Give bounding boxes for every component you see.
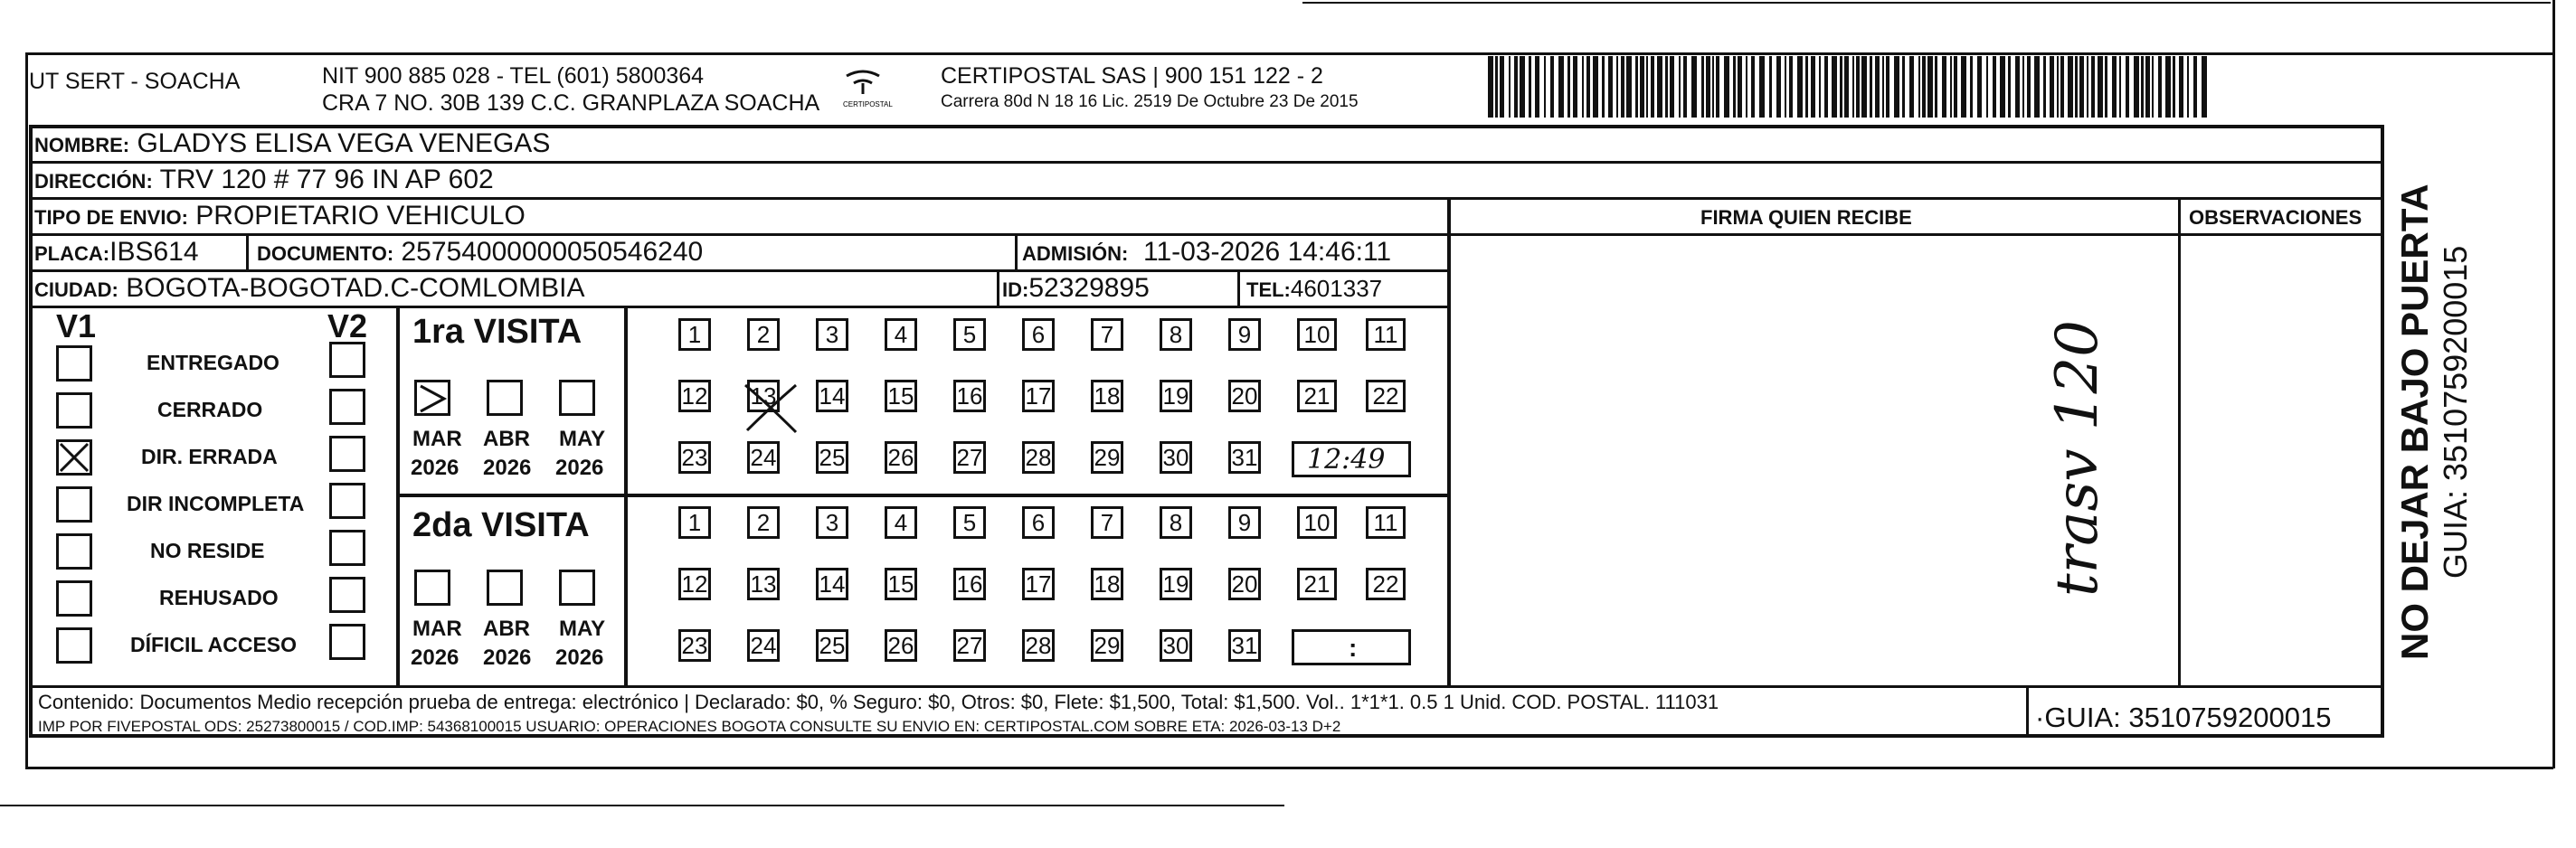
footer-guia-divider bbox=[2026, 685, 2029, 736]
visit2-day-4[interactable]: 4 bbox=[885, 506, 917, 539]
observations-col-left bbox=[2178, 197, 2181, 687]
barcode-bar bbox=[1582, 56, 1584, 118]
barcode-bar bbox=[1716, 56, 1719, 118]
side-guia: GUIA: 3510759200015 bbox=[2437, 245, 2474, 579]
visit2-day-2[interactable]: 2 bbox=[747, 506, 780, 539]
visit1-day-31[interactable]: 31 bbox=[1228, 441, 1261, 474]
type-row bbox=[34, 201, 526, 231]
barcode-bar bbox=[1706, 56, 1710, 118]
outer-border-bottom bbox=[25, 767, 2553, 769]
barcode-bar bbox=[2027, 56, 2031, 118]
visit2-day-9[interactable]: 9 bbox=[1228, 506, 1261, 539]
visit2-day-7[interactable]: 7 bbox=[1091, 506, 1123, 539]
barcode-bar bbox=[1954, 56, 1957, 118]
document-label: DOCUMENTO: bbox=[257, 242, 394, 265]
visit1-year-mar: 2026 bbox=[411, 456, 459, 480]
visit1-day-8[interactable]: 8 bbox=[1160, 318, 1192, 351]
barcode-bar bbox=[1875, 56, 1880, 118]
barcode-bar bbox=[1909, 56, 1914, 118]
outer-border-right bbox=[2552, 0, 2555, 768]
barcode-bar bbox=[2008, 56, 2011, 118]
address-label: DIRECCIÓN: bbox=[34, 170, 153, 193]
visit2-year-mar: 2026 bbox=[411, 645, 459, 670]
visit1-time-value: 12:49 bbox=[1307, 444, 1386, 476]
visit2-time-box[interactable] bbox=[1292, 629, 1411, 665]
visit2-day-16[interactable]: 16 bbox=[953, 568, 986, 600]
visit2-day-28[interactable]: 28 bbox=[1022, 629, 1055, 662]
visit1-day-28[interactable]: 28 bbox=[1022, 441, 1055, 474]
barcode-bar bbox=[1986, 56, 1988, 118]
scan-edge-bottom bbox=[0, 805, 1284, 806]
barcode-bar bbox=[2173, 56, 2175, 118]
barcode-bar bbox=[1961, 56, 1966, 118]
form-right-line bbox=[2381, 125, 2384, 736]
barcode-bar bbox=[1852, 56, 1854, 118]
plate-label: PLACA: bbox=[34, 242, 110, 265]
id-divider bbox=[997, 269, 999, 307]
visit1-year-may: 2026 bbox=[555, 456, 604, 480]
handwritten-note: trasv 120 bbox=[2044, 320, 2111, 597]
barcode-bar bbox=[1751, 56, 1755, 118]
barcode-bar bbox=[2068, 56, 2073, 118]
visit2-month-checkbox-abr[interactable] bbox=[487, 570, 523, 606]
barcode-bar bbox=[1550, 56, 1554, 118]
visit1-day-14[interactable]: 14 bbox=[816, 380, 848, 412]
admission-value: 11-03-2026 14:46:11 bbox=[1143, 237, 1392, 267]
status-label-dir-incompleta: DIR INCOMPLETA bbox=[127, 492, 305, 515]
visit1-day-10[interactable]: 10 bbox=[1297, 318, 1337, 351]
document-value: 25754000000050546240 bbox=[401, 237, 704, 267]
visit2-day-19[interactable]: 19 bbox=[1160, 568, 1192, 600]
plate-divider bbox=[246, 233, 249, 271]
visit2-day-3[interactable]: 3 bbox=[816, 506, 848, 539]
visit1-day-12[interactable]: 12 bbox=[678, 380, 711, 412]
tel-label: TEL: bbox=[1246, 278, 1291, 301]
barcode-bar bbox=[2098, 56, 2103, 118]
visit1-month-may: MAY bbox=[559, 427, 606, 451]
barcode-bar bbox=[2165, 56, 2171, 118]
barcode-bar bbox=[2193, 56, 2197, 118]
v2-checkbox-cerrado[interactable] bbox=[329, 389, 365, 425]
v2-checkbox-dificil-acceso[interactable] bbox=[329, 624, 365, 660]
barcode-bar bbox=[2141, 56, 2144, 118]
visit2-month-abr: ABR bbox=[483, 617, 530, 641]
visit2-day-5[interactable]: 5 bbox=[953, 506, 986, 539]
barcode-bar bbox=[1670, 56, 1674, 118]
barcode-bar bbox=[1789, 56, 1793, 118]
address-row bbox=[34, 165, 494, 195]
visit1-month-checkbox-may[interactable] bbox=[559, 380, 595, 416]
barcode-bar bbox=[2087, 56, 2088, 118]
x-mark-icon bbox=[417, 382, 448, 413]
v2-header: V2 bbox=[327, 307, 368, 344]
visit2-day-6[interactable]: 6 bbox=[1022, 506, 1055, 539]
visit1-day-21[interactable]: 21 bbox=[1297, 380, 1337, 412]
v1-checkbox-entregado[interactable] bbox=[56, 345, 92, 382]
barcode-bar bbox=[2057, 56, 2059, 118]
barcode-bar bbox=[2043, 56, 2046, 118]
visit1-day-5[interactable]: 5 bbox=[953, 318, 986, 351]
barcode-bar bbox=[1520, 56, 1525, 118]
barcode-bar bbox=[1950, 56, 1952, 118]
barcode-bar bbox=[1488, 56, 1493, 118]
document-row bbox=[257, 237, 703, 268]
visit2-day-14[interactable]: 14 bbox=[816, 568, 848, 600]
visit1-day-11[interactable]: 11 bbox=[1366, 318, 1406, 351]
visit1-day-9[interactable]: 9 bbox=[1228, 318, 1261, 351]
visit1-month-checkbox-mar[interactable] bbox=[414, 380, 450, 416]
form-left-line bbox=[29, 125, 33, 736]
visit2-month-checkbox-mar[interactable] bbox=[414, 570, 450, 606]
barcode-bar bbox=[1608, 56, 1613, 118]
admission-divider bbox=[1015, 233, 1018, 271]
barcode-bar bbox=[1927, 56, 1933, 118]
visit1-day-22[interactable]: 22 bbox=[1366, 380, 1406, 412]
barcode-bar bbox=[2179, 56, 2183, 118]
v1-checkbox-no-reside[interactable] bbox=[56, 533, 92, 570]
barcode-bar bbox=[1759, 56, 1765, 118]
type-value: PROPIETARIO VEHICULO bbox=[195, 201, 526, 231]
v1-checkbox-dificil-acceso[interactable] bbox=[56, 627, 92, 664]
outer-border-left bbox=[25, 52, 28, 767]
visit1-day-1[interactable]: 1 bbox=[678, 318, 711, 351]
x-mark-icon bbox=[59, 442, 90, 473]
v2-checkbox-rehusado[interactable] bbox=[329, 577, 365, 613]
barcode-bar bbox=[2119, 56, 2121, 118]
visit1-day-19[interactable]: 19 bbox=[1160, 380, 1192, 412]
barcode-bar bbox=[2187, 56, 2189, 118]
barcode-bar bbox=[1811, 56, 1815, 118]
visit2-day-8[interactable]: 8 bbox=[1160, 506, 1192, 539]
visit1-day-20[interactable]: 20 bbox=[1228, 380, 1261, 412]
visit1-month-checkbox-abr[interactable] bbox=[487, 380, 523, 416]
visit1-day-24[interactable]: 24 bbox=[747, 441, 780, 474]
barcode-bar bbox=[1861, 56, 1867, 118]
barcode-bar bbox=[1616, 56, 1618, 118]
v1-checkbox-dir-incompleta[interactable] bbox=[56, 486, 92, 523]
visit1-day-15[interactable]: 15 bbox=[885, 380, 917, 412]
barcode-bar bbox=[1733, 56, 1736, 118]
barcode-bar bbox=[1832, 56, 1837, 118]
city-row bbox=[34, 273, 584, 304]
barcode-bar bbox=[1894, 56, 1899, 118]
visit2-year-abr: 2026 bbox=[483, 645, 532, 670]
barcode-bar bbox=[1724, 56, 1729, 118]
barcode-bar bbox=[1805, 56, 1808, 118]
visit2-day-20[interactable]: 20 bbox=[1228, 568, 1261, 600]
barcode-bar bbox=[1844, 56, 1849, 118]
barcode-bar bbox=[1558, 56, 1564, 118]
row-line-footer bbox=[29, 685, 2384, 688]
visit2-title: 2da VISITA bbox=[412, 506, 590, 544]
name-label: NOMBRE: bbox=[34, 134, 130, 156]
barcode-bar bbox=[2015, 56, 2020, 118]
city-label: CIUDAD: bbox=[34, 278, 118, 301]
barcode-bar bbox=[2145, 56, 2150, 118]
barcode-bar bbox=[1646, 56, 1648, 118]
visit1-day-30[interactable]: 30 bbox=[1160, 441, 1192, 474]
visit2-day-29[interactable]: 29 bbox=[1091, 629, 1123, 662]
v1-checkbox-dir-errada[interactable] bbox=[56, 439, 92, 476]
id-value: 52329895 bbox=[1028, 273, 1150, 303]
visit1-time-box[interactable] bbox=[1292, 441, 1411, 477]
visit2-day-26[interactable]: 26 bbox=[885, 629, 917, 662]
barcode-bar bbox=[1621, 56, 1624, 118]
name-value: GLADYS ELISA VEGA VENEGAS bbox=[137, 128, 551, 158]
observations-header: OBSERVACIONES bbox=[2189, 206, 2363, 229]
address-value: TRV 120 # 77 96 IN AP 602 bbox=[159, 165, 494, 194]
visit1-day-25[interactable]: 25 bbox=[816, 441, 848, 474]
barcode-bar bbox=[1776, 56, 1781, 118]
v2-checkbox-dir-errada[interactable] bbox=[329, 436, 365, 472]
visit2-day-21[interactable]: 21 bbox=[1297, 568, 1337, 600]
visit2-day-12[interactable]: 12 bbox=[678, 568, 711, 600]
barcode-bar bbox=[1970, 56, 1973, 118]
id-label: ID: bbox=[1002, 278, 1029, 301]
barcode-bar bbox=[1679, 56, 1681, 118]
barcode-bar bbox=[2050, 56, 2054, 118]
visit1-day-13[interactable]: 13 bbox=[747, 380, 780, 412]
barcode-bar bbox=[1993, 56, 1996, 118]
visit2-day-25[interactable]: 25 bbox=[816, 629, 848, 662]
tel-value: 4601337 bbox=[1290, 275, 1383, 302]
v2-checkbox-dir-incompleta[interactable] bbox=[329, 483, 365, 519]
barcode-bar bbox=[1544, 56, 1546, 118]
barcode-bar bbox=[1918, 56, 1920, 118]
barcode-bar bbox=[1500, 56, 1504, 118]
visit1-day-17[interactable]: 17 bbox=[1022, 380, 1055, 412]
visit1-month-mar: MAR bbox=[412, 427, 462, 451]
plate-value: IBS614 bbox=[109, 237, 199, 267]
barcode-bar bbox=[2112, 56, 2117, 118]
barcode-bar bbox=[1902, 56, 1905, 118]
barcode-bar bbox=[1586, 56, 1590, 118]
visit-separator bbox=[396, 494, 1449, 497]
barcode-bar bbox=[1593, 56, 1598, 118]
barcode-bar bbox=[1701, 56, 1704, 118]
outer-border-top bbox=[25, 52, 2553, 55]
footer-guia: ·GUIA: 3510759200015 bbox=[2035, 702, 2332, 733]
visit2-day-10[interactable]: 10 bbox=[1297, 506, 1337, 539]
barcode-bar bbox=[1942, 56, 1946, 118]
barcode-bar bbox=[2034, 56, 2040, 118]
license-line: Carrera 80d N 18 16 Lic. 2519 De Octubre 23 De 2015 bbox=[941, 92, 1359, 111]
barcode-bar bbox=[2060, 56, 2064, 118]
day-13-cross-icon bbox=[742, 378, 800, 436]
barcode-bar bbox=[2158, 56, 2162, 118]
barcode-bar bbox=[1573, 56, 1577, 118]
barcode-bar bbox=[1819, 56, 1821, 118]
barcode-bar bbox=[1626, 56, 1632, 118]
visit1-title: 1ra VISITA bbox=[412, 313, 582, 351]
barcode-bar bbox=[1683, 56, 1687, 118]
barcode-bar bbox=[1882, 56, 1884, 118]
barcode-bar bbox=[2152, 56, 2154, 118]
barcode-bar bbox=[1824, 56, 1828, 118]
status-label-dir-errada: DIR. ERRADA bbox=[141, 445, 278, 468]
visit2-day-13[interactable]: 13 bbox=[747, 568, 780, 600]
visit2-month-checkbox-may[interactable] bbox=[559, 570, 595, 606]
tel-row bbox=[1246, 275, 1382, 303]
barcode-bar bbox=[1495, 56, 1498, 118]
visit2-day-27[interactable]: 27 bbox=[953, 629, 986, 662]
type-label: TIPO DE ENVIO: bbox=[34, 206, 188, 229]
visit2-day-30[interactable]: 30 bbox=[1160, 629, 1192, 662]
barcode-bar bbox=[1712, 56, 1714, 118]
visit2-day-31[interactable]: 31 bbox=[1228, 629, 1261, 662]
barcode-bar bbox=[1657, 56, 1662, 118]
status-label-no-reside: NO RESIDE bbox=[150, 539, 265, 562]
visit2-day-24[interactable]: 24 bbox=[747, 629, 780, 662]
svg-text:CERTIPOSTAL: CERTIPOSTAL bbox=[843, 100, 893, 108]
visit2-day-15[interactable]: 15 bbox=[885, 568, 917, 600]
barcode-bar bbox=[1797, 56, 1803, 118]
visit1-day-16[interactable]: 16 bbox=[953, 380, 986, 412]
barcode-bar bbox=[1602, 56, 1605, 118]
v2-checkbox-no-reside[interactable] bbox=[329, 530, 365, 566]
plate-row bbox=[34, 237, 199, 268]
visit1-day-6[interactable]: 6 bbox=[1022, 318, 1055, 351]
barcode-bar bbox=[1651, 56, 1654, 118]
visit1-year-abr: 2026 bbox=[483, 456, 532, 480]
admission-label: ADMISIÓN: bbox=[1022, 242, 1129, 265]
visit1-day-4[interactable]: 4 bbox=[885, 318, 917, 351]
row-line-4 bbox=[29, 269, 1449, 272]
status-label-rehusado: REHUSADO bbox=[159, 586, 279, 609]
barcode-bar bbox=[1535, 56, 1539, 118]
barcode-bar bbox=[1922, 56, 1926, 118]
city-value: BOGOTA-BOGOTAD.C-COMLOMBIA bbox=[126, 273, 585, 303]
barcode-bar bbox=[1785, 56, 1786, 118]
v2-checkbox-entregado[interactable] bbox=[329, 342, 365, 378]
barcode-bar bbox=[1769, 56, 1772, 118]
barcode-bar bbox=[1746, 56, 1747, 118]
barcode-bar bbox=[1691, 56, 1697, 118]
branch-name: UT SERT - SOACHA bbox=[29, 69, 241, 94]
visit1-day-23[interactable]: 23 bbox=[678, 441, 711, 474]
barcode-bar bbox=[1840, 56, 1842, 118]
barcode-bar bbox=[1509, 56, 1511, 118]
certipostal-logo bbox=[841, 67, 893, 112]
barcode-bar bbox=[1935, 56, 1937, 118]
barcode-bar bbox=[1870, 56, 1872, 118]
barcode bbox=[1488, 56, 2211, 118]
row-line-1 bbox=[29, 161, 2384, 164]
visit2-month-mar: MAR bbox=[412, 617, 462, 641]
visit1-day-29[interactable]: 29 bbox=[1091, 441, 1123, 474]
barcode-bar bbox=[2105, 56, 2107, 118]
barcode-bar bbox=[2091, 56, 2095, 118]
barcode-bar bbox=[1665, 56, 1668, 118]
barcode-bar bbox=[1635, 56, 1638, 118]
visit1-day-18[interactable]: 18 bbox=[1091, 380, 1123, 412]
visit1-day-27[interactable]: 27 bbox=[953, 441, 986, 474]
barcode-bar bbox=[1567, 56, 1570, 118]
nit-line: NIT 900 885 028 - TEL (601) 5800364 bbox=[322, 63, 705, 89]
visit1-day-3[interactable]: 3 bbox=[816, 318, 848, 351]
visit2-day-11[interactable]: 11 bbox=[1366, 506, 1406, 539]
visit2-day-17[interactable]: 17 bbox=[1022, 568, 1055, 600]
barcode-bar bbox=[1977, 56, 1982, 118]
visit2-day-18[interactable]: 18 bbox=[1091, 568, 1123, 600]
visit2-day-23[interactable]: 23 bbox=[678, 629, 711, 662]
visit2-day-22[interactable]: 22 bbox=[1366, 568, 1406, 600]
visit1-day-7[interactable]: 7 bbox=[1091, 318, 1123, 351]
barcode-bar bbox=[2022, 56, 2024, 118]
barcode-bar bbox=[1886, 56, 1889, 118]
visit1-day-26[interactable]: 26 bbox=[885, 441, 917, 474]
side-warning: NO DEJAR BAJO PUERTA bbox=[2393, 184, 2436, 660]
visit2-year-may: 2026 bbox=[555, 645, 604, 670]
status-label-entregado: ENTREGADO bbox=[147, 351, 279, 374]
tel-divider bbox=[1237, 269, 1240, 307]
v1-header: V1 bbox=[56, 307, 97, 344]
barcode-bar bbox=[2000, 56, 2005, 118]
row-line-5 bbox=[29, 306, 1449, 308]
visit1-day-2[interactable]: 2 bbox=[747, 318, 780, 351]
barcode-bar bbox=[1514, 56, 1518, 118]
signature-col-left bbox=[1447, 197, 1451, 687]
barcode-bar bbox=[1640, 56, 1644, 118]
barcode-bar bbox=[1738, 56, 1742, 118]
row-line-2 bbox=[29, 197, 2384, 200]
barcode-bar bbox=[2134, 56, 2139, 118]
signature-header: FIRMA QUIEN RECIBE bbox=[1700, 206, 1912, 229]
footer-imp-line: IMP POR FIVEPOSTAL ODS: 25273800015 / COD.IMP: 54368100015 USUARIO: OPERACIONES BOGOTA CONSULTE SU ENVIO EN: CERTIPOSTAL.COM SOBRE ETA: 2026-03-13 D+2 bbox=[38, 718, 1341, 735]
v1-checkbox-cerrado[interactable] bbox=[56, 392, 92, 429]
visit2-day-1[interactable]: 1 bbox=[678, 506, 711, 539]
visit2-time-value: : bbox=[1349, 634, 1358, 662]
barcode-bar bbox=[2202, 56, 2207, 118]
v1-checkbox-rehusado[interactable] bbox=[56, 580, 92, 617]
company-line: CERTIPOSTAL SAS | 900 151 122 - 2 bbox=[941, 63, 1323, 89]
logo-icon bbox=[841, 67, 893, 112]
name-row bbox=[34, 128, 550, 159]
status-label-dificil-acceso: DÍFICIL ACCESO bbox=[130, 633, 298, 656]
barcode-bar bbox=[2075, 56, 2078, 118]
address-line: CRA 7 NO. 30B 139 C.C. GRANPLAZA SOACHA bbox=[322, 90, 820, 116]
scan-edge-top bbox=[1302, 2, 2551, 4]
footer-content: Contenido: Documentos Medio recepción prueba de entrega: electrónico | Declarado: $0, % Seguro: $0, Otros: $0, Flete: $1,500, Total: $1,500. Vol.. 1*1*1. 0.5 1 Unid. COD. POSTAL. 111031 bbox=[38, 691, 1719, 713]
visit2-month-may: MAY bbox=[559, 617, 606, 641]
id-row bbox=[1002, 273, 1150, 304]
status-label-cerrado: CERRADO bbox=[157, 398, 263, 421]
visit1-month-abr: ABR bbox=[483, 427, 530, 451]
barcode-bar bbox=[2079, 56, 2084, 118]
barcode-bar bbox=[2126, 56, 2129, 118]
barcode-bar bbox=[1856, 56, 1860, 118]
barcode-bar bbox=[1529, 56, 1531, 118]
admission-row bbox=[1022, 237, 1391, 268]
row-line-3 bbox=[29, 233, 2384, 236]
